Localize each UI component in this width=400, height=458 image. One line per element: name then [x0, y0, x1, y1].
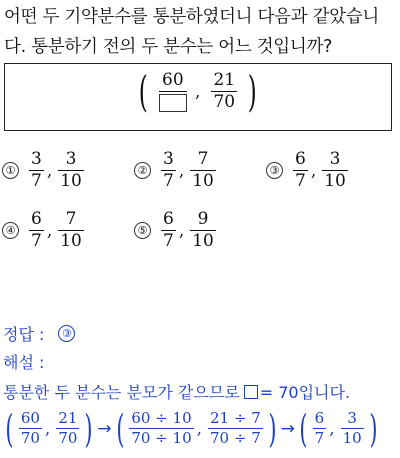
given-fraction-1-numerator: 60 — [162, 70, 184, 90]
question-line-1: 어떤 두 기약분수를 통분하였더니 다음과 같았습니 — [4, 7, 380, 27]
option-4-fraction-b — [58, 210, 84, 251]
given-fraction-2 — [211, 71, 237, 112]
answer-line — [3, 322, 83, 345]
denominator: 7 — [31, 231, 42, 251]
step2-fraction-2 — [208, 410, 263, 447]
numerator: 3 — [347, 409, 357, 427]
right-paren: ) — [84, 406, 93, 451]
right-paren: ) — [247, 66, 257, 116]
step1-fraction-2 — [56, 410, 79, 447]
comma: , — [310, 160, 317, 181]
option-2-fraction-a — [161, 150, 176, 191]
option-3[interactable] — [266, 150, 350, 191]
denominator: 70 ÷ 7 — [210, 429, 261, 447]
option-1-fraction-b — [58, 150, 84, 191]
option-5-mark: ⑤ — [134, 222, 151, 239]
denominator: 7 — [295, 171, 306, 191]
option-5[interactable] — [134, 210, 218, 251]
option-5-fraction-a — [161, 210, 176, 251]
left-paren: ( — [139, 66, 149, 116]
answer-mark: ③ — [58, 325, 75, 342]
left-paren: ( — [299, 406, 308, 451]
blank-box — [159, 94, 187, 112]
right-paren: ) — [268, 406, 277, 451]
numerator: 7 — [65, 209, 77, 229]
given-fractions-box — [4, 63, 392, 131]
denominator: 7 — [163, 231, 174, 251]
comma: , — [178, 220, 185, 241]
numerator: 3 — [329, 149, 341, 169]
comma: , — [329, 418, 335, 439]
option-2[interactable] — [134, 150, 218, 191]
numerator: 9 — [197, 209, 209, 229]
step1-fraction-1 — [19, 410, 42, 447]
option-3-fraction-a — [293, 150, 308, 191]
fraction-bar — [159, 91, 187, 92]
denominator: 7 — [31, 171, 42, 191]
explanation-math — [2, 406, 381, 451]
left-paren: ( — [5, 406, 14, 451]
given-fraction-2-denominator: 70 — [213, 92, 236, 112]
numerator: 6 — [163, 209, 174, 229]
answer-label: 정답 : — [3, 325, 45, 344]
denominator: 7 — [314, 429, 325, 447]
comma: , — [194, 81, 201, 102]
given-fraction-2-numerator: 21 — [213, 70, 236, 90]
denominator: 70 ÷ 10 — [131, 429, 192, 447]
left-paren: ( — [115, 406, 124, 451]
denominator: 10 — [192, 171, 214, 191]
comma: , — [196, 418, 203, 439]
option-4-mark: ④ — [2, 222, 19, 239]
option-2-mark: ② — [134, 162, 151, 179]
comma: , — [46, 220, 53, 241]
numerator: 6 — [314, 409, 325, 427]
denominator: 10 — [192, 231, 214, 251]
option-5-fraction-b — [190, 210, 216, 251]
step3-fraction-1 — [313, 410, 327, 447]
denominator: 7 — [163, 171, 174, 191]
numerator: 3 — [31, 149, 42, 169]
denominator: 10 — [60, 231, 82, 251]
denominator: 10 — [342, 429, 362, 447]
numerator: 60 — [20, 409, 40, 427]
arrow-1: → — [97, 418, 112, 439]
question-line-2: 다. 통분하기 전의 두 분수는 어느 것입니까? — [4, 37, 333, 57]
denominator: 10 — [324, 171, 346, 191]
numerator: 7 — [197, 149, 209, 169]
step2-fraction-1 — [129, 410, 193, 447]
comma: , — [46, 160, 53, 181]
explanation-text: 통분한 두 분수는 분모가 같으므로 — [3, 383, 240, 402]
explanation-equation: = 70입니다. — [259, 383, 351, 402]
comma: , — [44, 418, 51, 439]
numerator: 21 — [58, 409, 78, 427]
option-1-fraction-a — [29, 150, 44, 191]
explanation-sentence — [3, 380, 350, 403]
arrow-2: → — [280, 418, 295, 439]
option-3-mark: ③ — [266, 162, 283, 179]
question-text — [4, 2, 396, 62]
option-4-fraction-a — [29, 210, 44, 251]
numerator: 6 — [295, 149, 306, 169]
denominator: 70 — [20, 429, 40, 447]
comma: , — [178, 160, 185, 181]
blank-square — [244, 385, 258, 399]
right-paren: ) — [369, 406, 378, 451]
option-2-fraction-b — [190, 150, 216, 191]
numerator: 60 ÷ 10 — [131, 409, 192, 427]
option-4[interactable] — [2, 210, 86, 251]
given-fraction-pair — [5, 66, 391, 116]
option-3-fraction-b — [322, 150, 348, 191]
step3-fraction-2 — [341, 410, 364, 447]
given-fraction-1 — [159, 71, 187, 112]
denominator: 10 — [60, 171, 82, 191]
numerator: 21 ÷ 7 — [210, 409, 261, 427]
denominator: 70 — [58, 429, 78, 447]
option-1-mark: ① — [2, 162, 19, 179]
numerator: 6 — [31, 209, 42, 229]
explanation-label: 해설 : — [3, 353, 45, 372]
numerator: 3 — [163, 149, 174, 169]
option-1[interactable] — [2, 150, 86, 191]
numerator: 3 — [65, 149, 77, 169]
